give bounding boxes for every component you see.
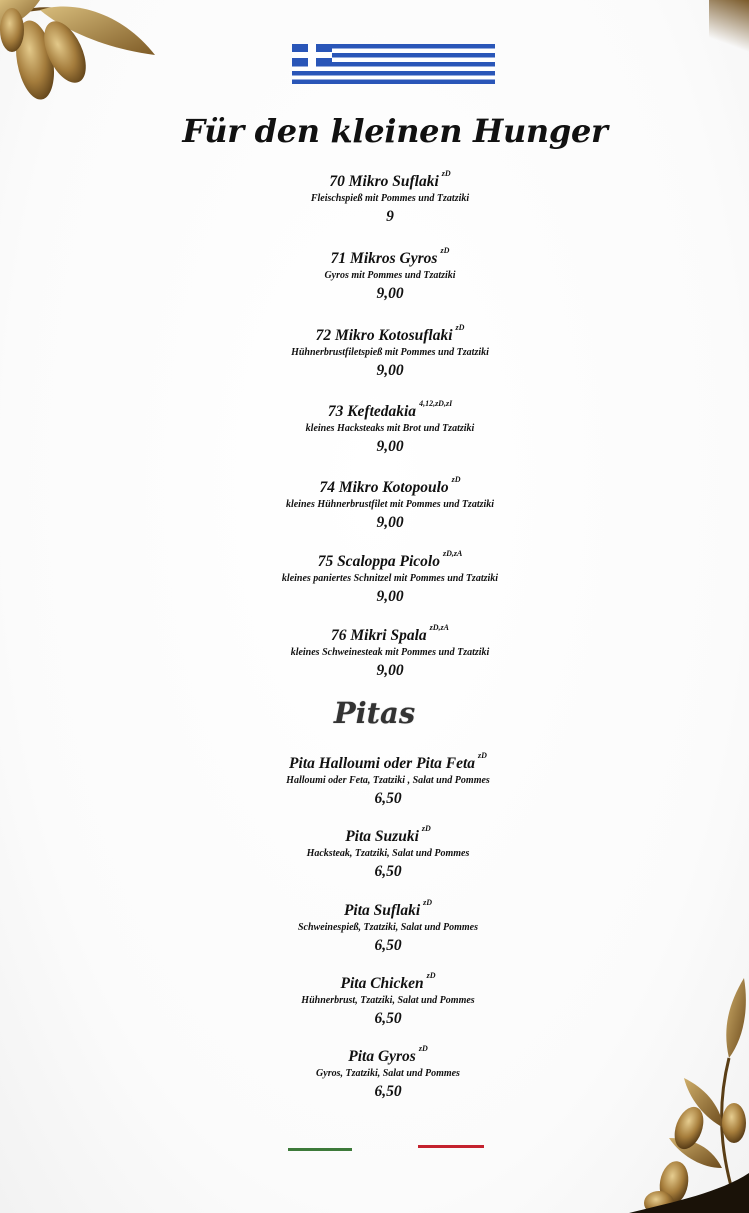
item-name: Pita Suflaki $^{zD}$: [343, 898, 433, 920]
menu-item: [0, 245, 749, 305]
menu-item: [0, 398, 749, 458]
item-name: Pita Suzuki $^{zD}$: [345, 824, 431, 846]
page-corner-shadow: [709, 0, 749, 60]
menu-item: [0, 168, 749, 228]
item-price: 6,50: [374, 937, 402, 955]
item-name: 73 Keftedakia $^{4,12,zD,zI}$: [327, 399, 453, 421]
item-description: kleines Hühnerbrustfilet mit Pommes und Tzatziki: [285, 499, 495, 511]
greek-flag-icon: [292, 44, 495, 84]
item-name: 72 Mikro Kotosuflaki $^{zD}$: [315, 323, 465, 345]
item-name: 76 Mikri Spala $^{zD,zA}$: [331, 623, 449, 645]
item-description: Hacksteak, Tzatziki, Salat und Pommes: [306, 848, 470, 860]
item-description: kleines Hacksteaks mit Brot und Tzatziki: [305, 423, 475, 435]
item-name: 75 Scaloppa Picolo $^{zD,zA}$: [317, 549, 463, 571]
item-price: 9,00: [376, 285, 404, 303]
menu-item: [0, 474, 749, 534]
item-price: 9,00: [376, 362, 404, 380]
item-description: Hühnerbrust, Tzatziki, Salat und Pommes: [301, 995, 475, 1007]
menu-item: [0, 823, 749, 883]
item-price: 6,50: [374, 1010, 402, 1028]
green-divider: [288, 1148, 352, 1151]
red-divider: [418, 1145, 484, 1148]
item-description: kleines Schweinesteak mit Pommes und Tzatziki: [290, 647, 490, 659]
item-price: 9,00: [376, 438, 404, 456]
item-description: Schweinespieß, Tzatziki, Salat und Pommes: [297, 922, 479, 934]
olive-branch-icon: [0, 0, 160, 110]
item-description: Halloumi oder Feta, Tzatziki , Salat und Pommes: [286, 775, 490, 787]
item-price: 6,50: [374, 1083, 402, 1101]
item-description: Fleischspieß mit Pommes und Tzatziki: [310, 193, 470, 205]
menu-item: [0, 750, 749, 810]
item-name: 70 Mikro Suflaki $^{zD}$: [329, 169, 451, 191]
item-name: 74 Mikro Kotopoulo $^{zD}$: [319, 475, 461, 497]
section-title-kleiner-hunger: Für den kleinen Hunger: [182, 112, 608, 150]
item-price: 6,50: [374, 790, 402, 808]
item-description: Hühnerbrustfiletspieß mit Pommes und Tzatziki: [291, 347, 489, 359]
item-description: Gyros mit Pommes und Tzatziki: [324, 270, 456, 282]
item-description: kleines paniertes Schnitzel mit Pommes und Tzatziki: [281, 573, 499, 585]
item-name: Pita Gyros $^{zD}$: [348, 1044, 428, 1066]
item-price: 6,50: [374, 863, 402, 881]
section-title-pitas: Pitas: [333, 696, 416, 730]
page-corner-shadow: [629, 1173, 749, 1213]
menu-item: [0, 622, 749, 682]
item-price: 9: [386, 208, 394, 226]
item-name: Pita Halloumi oder Pita Feta $^{zD}$: [289, 751, 487, 773]
item-name: Pita Chicken $^{zD}$: [340, 971, 436, 993]
item-price: 9,00: [376, 662, 404, 680]
item-description: Gyros, Tzatziki, Salat und Pommes: [316, 1068, 460, 1080]
menu-item: [0, 897, 749, 957]
item-price: 9,00: [376, 514, 404, 532]
menu-item: [0, 322, 749, 382]
item-name: 71 Mikros Gyros $^{zD}$: [330, 246, 450, 268]
menu-item: [0, 548, 749, 608]
item-price: 9,00: [376, 588, 404, 606]
